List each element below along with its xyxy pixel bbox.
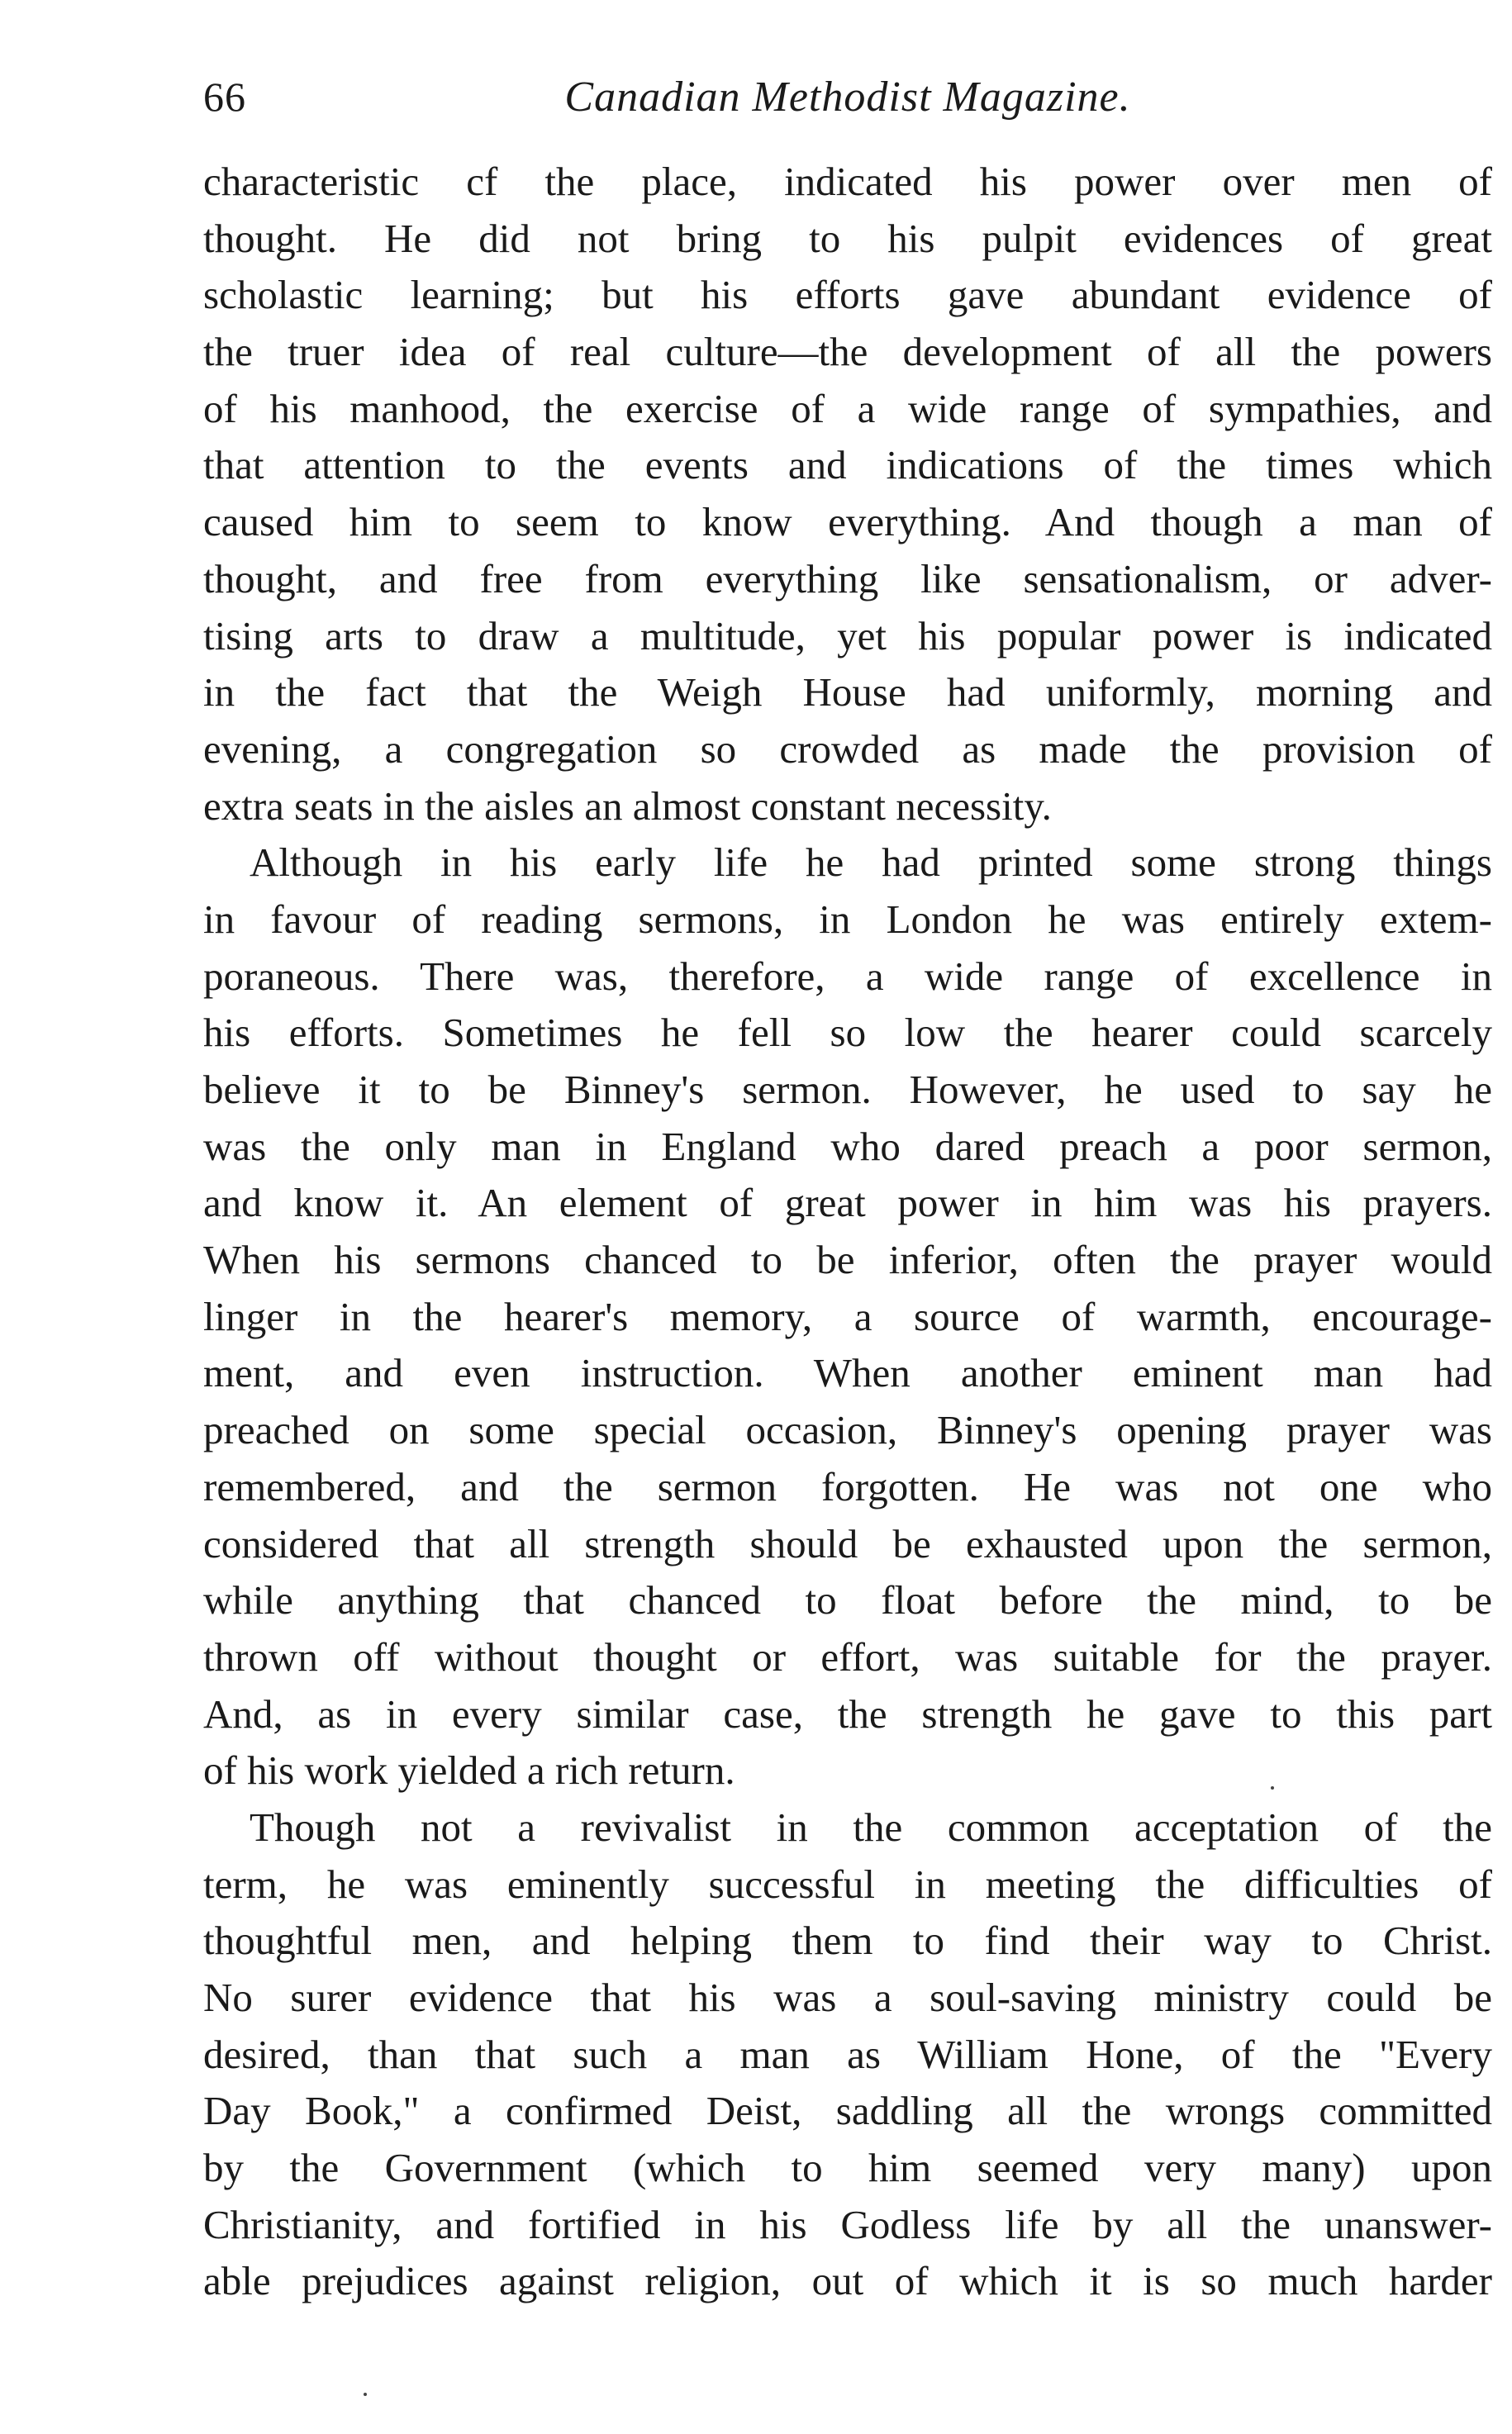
page-number: 66 bbox=[203, 74, 246, 120]
text-line: remembered, and the sermon forgotten. He was not one who bbox=[203, 1463, 1492, 1509]
paragraph-3 bbox=[203, 1799, 1492, 2310]
text-line: Though not a revivalist in the common acceptation of the bbox=[250, 1804, 1492, 1850]
text-line: thoughtful men, and helping them to find their way to Christ. bbox=[203, 1918, 1492, 1964]
text-line: by the Government (which to him seemed very many) upon bbox=[203, 2145, 1492, 2191]
print-speck bbox=[1271, 1786, 1274, 1790]
text-line: tising arts to draw a multitude, yet his popular power is indicated bbox=[203, 612, 1492, 658]
text-line: that attention to the events and indications of the times which bbox=[203, 442, 1492, 488]
text-line: his efforts. Sometimes he fell so low the hearer could scarcely bbox=[203, 1010, 1492, 1056]
paragraph-2 bbox=[203, 834, 1492, 1799]
text-line: of his work yielded a rich return. bbox=[203, 1747, 735, 1794]
text-line: characteristic cf the place, indicated his power over men of bbox=[203, 159, 1492, 204]
text-line: Christianity, and fortified in his Godless life by all the unanswer- bbox=[203, 2201, 1492, 2247]
print-speck bbox=[364, 2393, 367, 2396]
text-line: extra seats in the aisles an almost constant necessity. bbox=[203, 782, 1052, 829]
body-text bbox=[203, 154, 1492, 2310]
text-line: And, as in every similar case, the strength he gave to this part bbox=[203, 1690, 1492, 1737]
paragraph-1 bbox=[203, 154, 1492, 834]
text-line: the truer idea of real culture—the development of all the powers bbox=[203, 329, 1492, 375]
text-line: No surer evidence that his was a soul-saving ministry could be bbox=[203, 1975, 1492, 2020]
text-line: in favour of reading sermons, in London he was entirely extem- bbox=[203, 896, 1492, 942]
text-line: in the fact that the Weigh House had uniformly, morning and bbox=[203, 669, 1492, 715]
text-line: able prejudices against religion, out of which it is so much harder bbox=[203, 2258, 1492, 2304]
text-line: believe it to be Binney's sermon. However, he used to say he bbox=[203, 1067, 1492, 1112]
text-line: while anything that chanced to float before the mind, to be bbox=[203, 1577, 1492, 1623]
text-line: scholastic learning; but his efforts gave abundant evidence of bbox=[203, 272, 1492, 318]
text-line: and know it. An element of great power in him was his prayers. bbox=[203, 1180, 1492, 1226]
text-line: of his manhood, the exercise of a wide range of sympathies, and bbox=[203, 385, 1492, 431]
running-header bbox=[203, 73, 1492, 131]
text-line: was the only man in England who dared preach a poor sermon, bbox=[203, 1123, 1492, 1169]
text-line: poraneous. There was, therefore, a wide range of excellence in bbox=[203, 953, 1492, 999]
text-line: term, he was eminently successful in meeting the difficulties of bbox=[203, 1861, 1492, 1907]
text-line: thought. He did not bring to his pulpit evidences of great bbox=[203, 215, 1492, 261]
text-line: When his sermons chanced to be inferior, often the prayer would bbox=[203, 1237, 1492, 1283]
text-line: thought, and free from everything like sensationalism, or adver- bbox=[203, 555, 1492, 601]
text-line: thrown off without thought or effort, was suitable for the prayer. bbox=[203, 1633, 1492, 1680]
text-line: Day Book," a confirmed Deist, saddling all the wrongs committed bbox=[203, 2088, 1492, 2134]
text-line: desired, than that such a man as William Hone, of the "Every bbox=[203, 2031, 1492, 2077]
text-line: evening, a congregation so crowded as made the provision of bbox=[203, 725, 1492, 772]
text-line: linger in the hearer's memory, a source of warmth, encourage- bbox=[203, 1293, 1492, 1339]
text-line: ment, and even instruction. When another eminent man had bbox=[203, 1350, 1492, 1396]
text-line: Although in his early life he had printed some strong things bbox=[250, 839, 1492, 886]
text-line: caused him to seem to know everything. And though a man of bbox=[203, 499, 1492, 545]
text-line: considered that all strength should be exhausted upon the sermon, bbox=[203, 1520, 1492, 1566]
running-title: Canadian Methodist Magazine. bbox=[564, 74, 1131, 121]
text-line: preached on some special occasion, Binney's opening prayer was bbox=[203, 1407, 1492, 1453]
